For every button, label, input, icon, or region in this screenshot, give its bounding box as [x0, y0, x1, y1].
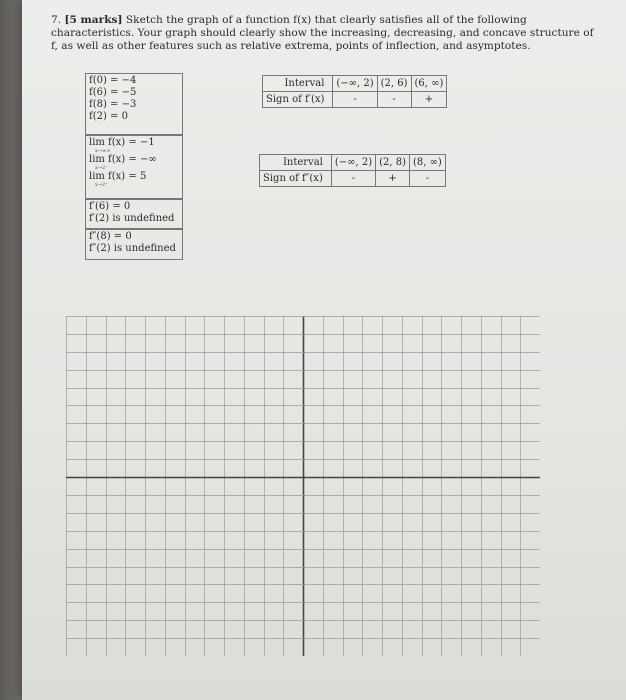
condition-value: f(2) = 0 — [89, 111, 128, 122]
interval-cell: (2, 8) — [376, 155, 410, 171]
interval-cell: (−∞, 2) — [333, 76, 377, 92]
interval-cell: (−∞, 2) — [331, 155, 375, 171]
limit-infinity: lim f(x) = −1 — [89, 137, 155, 148]
sign-cell: - — [409, 171, 445, 187]
table-header-row — [263, 76, 447, 92]
grid-svg[interactable] — [66, 316, 540, 656]
interval-header: Interval — [263, 76, 333, 92]
sign-cell: - — [333, 92, 377, 108]
second-derivative-condition: f″(8) = 0 — [89, 231, 132, 242]
first-derivative-sign-table — [262, 75, 447, 108]
second-derivative-box — [85, 229, 183, 260]
condition-value: f(0) = −4 — [89, 75, 137, 86]
second-derivative-sign-table — [259, 154, 446, 187]
table-sign-row — [263, 92, 447, 108]
conditions-panel — [85, 73, 183, 260]
sign-cell: - — [331, 171, 375, 187]
interval-header: Interval — [260, 155, 332, 171]
table-sign-row — [260, 171, 446, 187]
limits-box — [85, 135, 183, 199]
sign-cell: + — [376, 171, 410, 187]
first-derivative-condition: f′(6) = 0 — [89, 201, 131, 212]
limit-left-subscript: x→2⁻ — [95, 165, 108, 171]
limit-right-subscript: x→2⁺ — [95, 182, 108, 188]
first-derivative-condition: f′(2) is undefined — [89, 213, 175, 224]
function-values-box — [85, 73, 183, 135]
question-text — [51, 14, 596, 53]
interval-cell: (2, 6) — [377, 76, 411, 92]
condition-value: f(8) = −3 — [89, 99, 137, 110]
sign-cell: - — [377, 92, 411, 108]
sign-cell: + — [411, 92, 447, 108]
interval-cell: (8, ∞) — [409, 155, 445, 171]
question-marks: [5 marks] — [64, 14, 123, 26]
sign-row-label: Sign of f′(x) — [263, 92, 333, 108]
second-derivative-condition: f″(2) is undefined — [89, 243, 176, 254]
question-number: 7. — [51, 14, 62, 26]
question-body: Sketch the graph of a function f(x) that clearly satisfies all of the following characteristics. Your graph should clearly show the increasing, decreasing, and concave structure of f, as well as other features such as relative extrema, points of inflection, and asymptotes. — [51, 14, 594, 52]
blank-graph-grid[interactable] — [66, 316, 540, 656]
sign-row-label: Sign of f″(x) — [260, 171, 332, 187]
limit-left: lim f(x) = −∞ — [89, 154, 157, 165]
limit-right: lim f(x) = 5 — [89, 171, 147, 182]
condition-value: f(6) = −5 — [89, 87, 137, 98]
table-header-row — [260, 155, 446, 171]
limit-infinity-subscript: x→±∞ — [95, 148, 111, 154]
first-derivative-box — [85, 199, 183, 229]
interval-cell: (6, ∞) — [411, 76, 447, 92]
